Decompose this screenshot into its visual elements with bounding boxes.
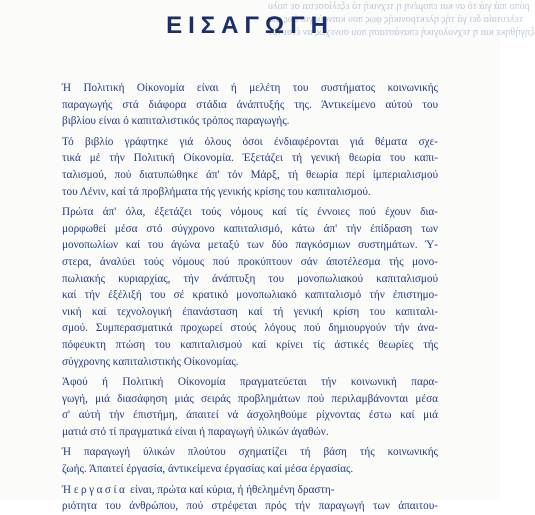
text-line: παραγωγής στά διάφορα στάδια άνάπτυξής της. Άντικείμενο αύτού του (62, 98, 438, 111)
text-line: στερα, άναλύει τούς νόμους πού προκύπτουν σάν άποτέλεσμα τής μονο- (62, 255, 438, 268)
text-run: είναι, πρώτα καί κύρια, ή ήθελημένη δραστη- (127, 483, 335, 496)
text-line: σύγχρονης καπιταλιστικής Οίκονομίας. (62, 355, 239, 368)
text-line: ζωής. Άπαιτεί έργασία, άντικείμενα έργασίας καί μέσα έργασίας. (62, 463, 354, 476)
body-text (62, 80, 438, 515)
text-line: γωγή, μιά διασάφηση μιάς σειράς προβλημάτων πού περιλαμβάνονται μέσα (62, 392, 438, 405)
paragraph (62, 204, 438, 370)
paragraph (62, 134, 438, 200)
text-line: πόφευκτη πτώση του καπιταλισμού καί κρίνει τίς άστικές θεωρίες τής (62, 338, 438, 351)
text-run: Ή (62, 483, 74, 496)
bleed-line: ξηγήθηκε και η τεχνολογική επανάσταση που συνεχώς αν έτσι τόν (268, 27, 535, 38)
text-line: Άφού ή Πολιτική Οίκονομία πραγματεύεται τήν κοινωνική παρα- (62, 376, 438, 389)
text-line: ριότητα του άνθρώπου, πού στρέφεται πρός τήν παραγωγή των άπαιτου- (62, 500, 438, 513)
text-line: σ' αύτή τήν έπιστήμη, άπαιτεί νά άσχοληθούμε ρίχνοντας έστω καί μιά (62, 409, 438, 422)
text-line: Πρώτα άπ' όλα, έξετάζει τούς νόμους καί τίς έννοιες πού έχουν δια- (62, 206, 438, 219)
text-line: Ή παραγωγή ύλικών πλούτου σχηματίζει τή βάση τής κοινωνικής (62, 446, 438, 459)
text-line: νική καί τεχνολογική έπανάσταση καί τή γενική κρίση του καπιταλι- (62, 305, 438, 318)
text-line: ματιά στό τί πραγματικά είναι ή παραγωγή ύλικών άγαθών. (62, 425, 329, 438)
bleed-line: τελευταία δει γά τής ηλεκτρονικής φως που καινούργιο έως μια (268, 14, 523, 25)
text-line: ταλισμού, πού διατυπώθηκε άπ' τόν Μάρξ, τή θεωρία περί ίμπεριαλισμού (62, 168, 438, 181)
page-title: ΕΙΣΑΓΩΓΗ (166, 12, 334, 39)
text-line: καί τήν έξέλιξή του σέ κρατικό μονοπωλιακό καπιταλισμό τήν έπιστημο- (62, 289, 438, 302)
text-line: βιβλίου είναι ό καπιταλιστικός τρόπος παραγωγής. (62, 115, 290, 128)
text-line: μονοπωλίων καί του άγώνα μεταξύ των δύο παγκόσμιων συστημάτων. Ύ- (62, 239, 438, 252)
text-line: τικά μέ τήν Πολιτική Οίκονομία. Έξετάζει τή γενική θεωρία του καπι- (62, 152, 438, 165)
text-line: πωλιακής κυριαρχίας, τήν άνάπτυξη του μονοπωλιακού καπιταλισμού (62, 272, 438, 285)
text-line (62, 482, 438, 499)
text-line: του Λένιν, καί τά προβλήματα τής γενικής κρίσης του καπιταλισμού. (62, 185, 371, 198)
emphasized-term: εργασία (73, 483, 128, 496)
bleed-line: ρόπο πιά γιά τό αν και επομένη η τεχνική τό εξελίσσεται σε πολυ (268, 1, 530, 12)
paragraph (62, 482, 438, 515)
paragraph (62, 374, 438, 440)
text-line: σμού. Συμπερασματικά προχωρεί στούς λόγους πού δημιουργούν τήν άνα- (62, 322, 438, 335)
text-line: Τό βιβλίο γράφτηκε γιά όλους όσοι ένδιαφέρονται γιά θέματα σχε- (62, 135, 438, 148)
paragraph (62, 444, 438, 477)
text-line: μορφωθεί μέσα στό σύγχρονο καπιταλισμό, κάτω άπ' τήν έπίδραση των (62, 222, 438, 235)
paragraph (62, 80, 438, 130)
text-line: Ή Πολιτική Οίκονομία είναι ή μελέτη του συστήματος κοινωνικής (62, 82, 438, 94)
